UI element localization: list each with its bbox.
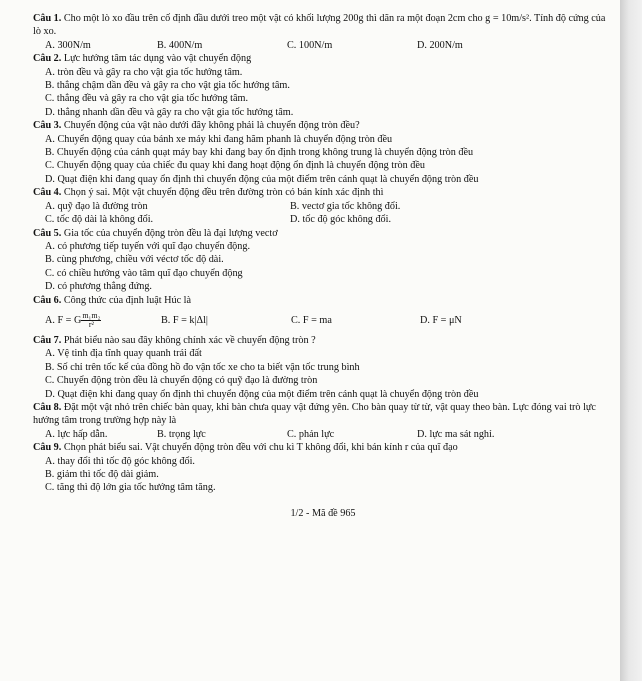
question-number: Câu 3. (33, 120, 62, 132)
question-number: Câu 6. (33, 294, 62, 306)
options-row (33, 213, 613, 226)
option-a: A. F = G $\frac{\text{m₁m₂}}{\text{r²}}$ (45, 311, 101, 330)
option-b: B. Chuyển động của cánh quạt máy bay khi đang bay ổn định trong không trung là chuyển động tròn đều (45, 147, 474, 159)
question-3 (33, 119, 613, 186)
option-c: C. F = ma (291, 315, 332, 327)
option-a: A. lực hấp dẫn. (45, 428, 108, 440)
option-a: A. quỹ đạo là đường tròn (45, 200, 148, 212)
option-b: B. vectơ gia tốc không đổi. (290, 200, 401, 212)
option-d: D. Quạt điện khi đang quay ổn định thì chuyển động của một điểm trên cánh quạt là chuyển động tròn đều (45, 388, 479, 400)
formula-a-prefix: F = G (57, 315, 82, 327)
formula-c: F = ma (302, 315, 332, 327)
option-a: A. Chuyển động quay của bánh xe máy khi đang hãm phanh là chuyển động tròn đều (45, 133, 393, 145)
formula-options-row (33, 312, 613, 330)
formula-d: F = μN (432, 315, 462, 327)
question-9 (33, 441, 613, 495)
question-number: Câu 7. (33, 334, 62, 346)
question-2 (33, 52, 613, 119)
question-8 (33, 401, 613, 441)
option-a: A. có phương tiếp tuyến với quĩ đạo chuyển động. (45, 240, 251, 252)
question-text: Chọn ý sai. Một vật chuyển động đều trên đường tròn có bán kính xác định thì (63, 187, 384, 199)
question-5 (33, 227, 613, 294)
question-7 (33, 334, 613, 401)
option-b: B. trọng lực (157, 428, 206, 440)
question-1 (33, 12, 613, 52)
option-c: C. có chiều hướng vào tâm quĩ đạo chuyển động (45, 267, 243, 279)
option-c: C. Chuyển động quay của chiếc đu quay khi đang hoạt động ổn định là chuyển động tròn đều (45, 160, 425, 172)
option-b: B. thẳng chậm dần đều và gây ra cho vật gia tốc hướng tâm. (45, 80, 290, 92)
question-number: Câu 4. (33, 187, 62, 199)
option-a: A. Vệ tinh địa tĩnh quay quanh trái đất (45, 348, 202, 360)
option-d: D. Quạt điện khi đang quay ổn định thì chuyển động của một điểm trên cánh quạt là chuyển động tròn đều (45, 173, 479, 185)
question-number: Câu 1. (33, 13, 62, 24)
option-a: A. thay đổi thì tốc độ góc không đổi. (45, 455, 195, 467)
question-number: Câu 5. (33, 227, 62, 239)
formula-b: F = k|Δl| (172, 315, 208, 327)
option-d: D. có phương thẳng đứng. (45, 281, 152, 293)
formula-fraction: $\frac{\text{m₁m₂}}{\text{r²}}$ (82, 311, 101, 330)
question-6 (33, 294, 613, 330)
options-row (33, 428, 613, 441)
option-b: B. Số chỉ trên tốc kế của đồng hồ đo vận tốc xe cho ta biết vận tốc trung bình (45, 361, 360, 373)
exam-content (33, 12, 613, 520)
question-number: Câu 2. (33, 53, 62, 65)
option-d: D. 200N/m (417, 39, 463, 51)
option-c: C. thẳng đều và gây ra cho vật gia tốc hướng tâm. (45, 93, 248, 105)
option-d: D. tốc độ góc không đổi. (290, 214, 392, 226)
page-edge-shadow (620, 0, 642, 681)
option-b: B. F = k|Δl| (161, 315, 208, 327)
option-b: B. cùng phương, chiều với véctơ tốc độ dài. (45, 254, 224, 266)
option-c: C. 100N/m (287, 39, 333, 51)
question-text: Gia tốc của chuyển động tròn đều là đại lượng vectơ (63, 227, 278, 239)
option-c: C. tăng thì độ lớn gia tốc hướng tâm tăng. (45, 482, 216, 494)
option-b: B. 400N/m (157, 39, 203, 51)
question-text: Phát biểu nào sau đây không chính xác về chuyển động tròn ? (63, 334, 316, 346)
question-number: Câu 9. (33, 442, 62, 454)
question-text: Chuyển động của vật nào dưới đây không phải là chuyển động tròn đều? (63, 120, 360, 132)
option-a: A. tròn đều và gây ra cho vật gia tốc hướng tâm. (45, 66, 243, 78)
question-number: Câu 8. (33, 401, 62, 413)
question-text: Cho một lò xo đầu trên cố định đầu dưới treo một vật có khối lượng 200g thì dãn ra một đoạn 2cm cho g = 10m/s². Tính độ cứng của lò xo. (33, 13, 606, 38)
question-text: Công thức của định luật Húc là (63, 294, 192, 306)
question-text: Chọn phát biểu sai. Vật chuyển động tròn đều với chu kì T không đổi, khi bán kính r của quĩ đạo (63, 442, 458, 454)
page-footer: 1/2 - Mã đề 965 (290, 507, 356, 519)
options-row (33, 39, 613, 52)
options-row (33, 200, 613, 213)
question-text: Lực hướng tâm tác dụng vào vật chuyển động (63, 53, 252, 65)
option-d: D. thẳng nhanh dần đều và gây ra cho vật gia tốc hướng tâm. (45, 106, 294, 118)
option-c: C. tốc độ dài là không đổi. (45, 214, 154, 226)
option-c: C. phản lực (287, 428, 335, 440)
option-d: D. lực ma sát nghỉ. (417, 428, 495, 440)
option-c: C. Chuyển động tròn đều là chuyển động có quỹ đạo là đường tròn (45, 375, 318, 387)
option-b: B. giảm thì tốc độ dài giảm. (45, 469, 159, 480)
option-d: D. F = μN (420, 315, 462, 327)
option-a: A. 300N/m (45, 39, 91, 51)
question-4 (33, 186, 613, 226)
question-text: Đặt một vật nhỏ trên chiếc bàn quay, khi bàn chưa quay vật đứng yên. Cho bàn quay từ từ, vật quay theo bàn. Lực đóng vai trò lực hướng tâm trong trường hợp này là (33, 401, 596, 427)
